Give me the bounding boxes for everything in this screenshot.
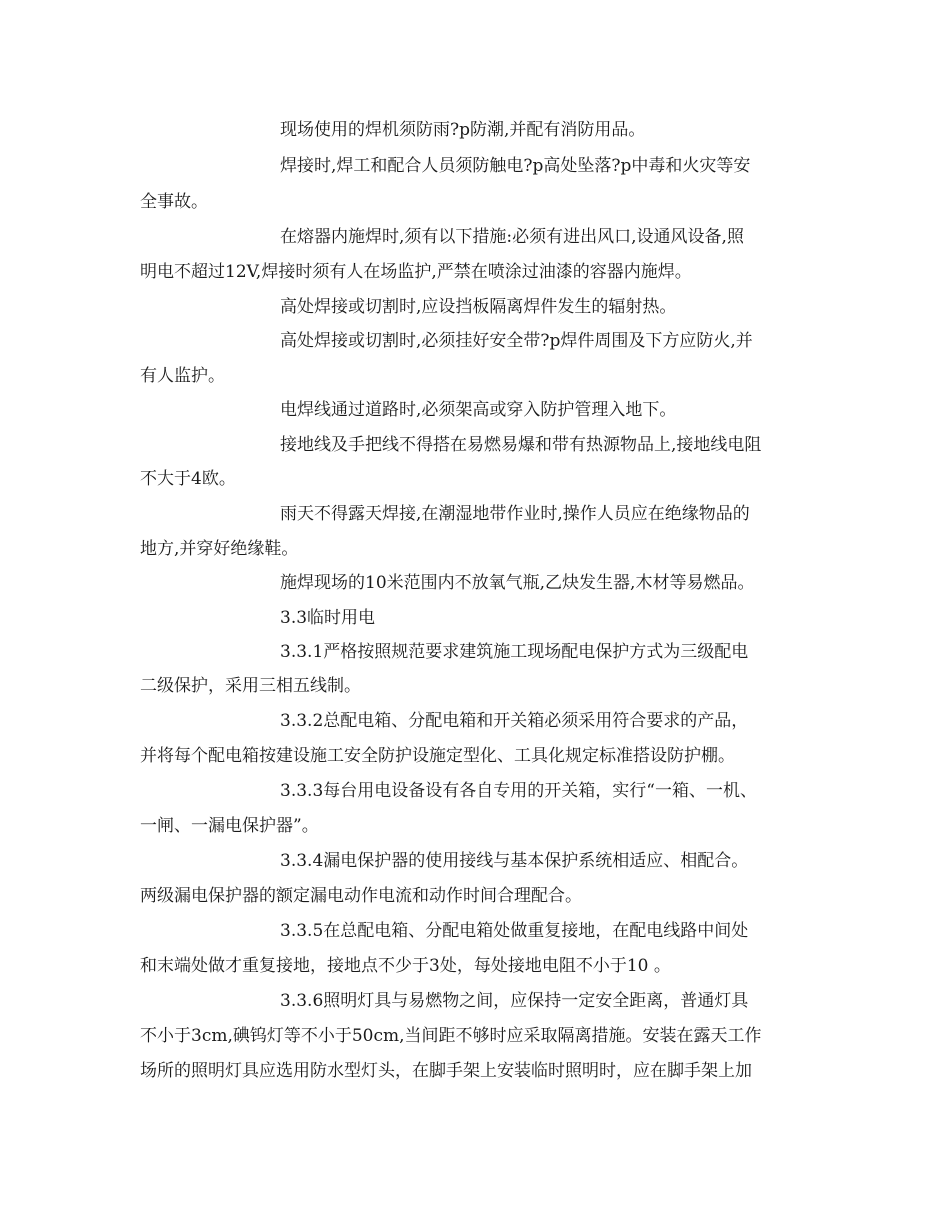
paragraph-line: 两级漏电保护器的额定漏电动作电流和动作时间合理配合。 <box>140 886 582 906</box>
paragraph-line: 3.3.3每台用电设备设有各自专用的开关箱，实行“一箱、一机、 <box>280 781 757 801</box>
paragraph-line: 3.3.4漏电保护器的使用接线与基本保护系统相适应、相配合。 <box>280 851 749 871</box>
paragraph-line: 一闸、一漏电保护器”。 <box>140 816 319 836</box>
paragraph-line: 并将每个配电箱按建设施工安全防护设施定型化、工具化规定标准搭设防护棚。 <box>140 746 735 766</box>
paragraph-line: 和末端处做才重复接地，接地点不少于3处，每处接地电阻不小于10 。 <box>140 956 671 976</box>
paragraph-line: 雨天不得露天焊接,在潮湿地带作业时,操作人员应在绝缘物品的 <box>280 504 750 524</box>
paragraph-line: 不大于4欧。 <box>140 469 236 489</box>
paragraph-line: 明电不超过12V,焊接时须有人在场监护,严禁在喷涂过油漆的容器内施焊。 <box>140 262 692 282</box>
paragraph-line: 地方,并穿好绝缘鞋。 <box>140 539 299 559</box>
paragraph-line: 3.3.1严格按照规范要求建筑施工现场配电保护方式为三级配电 <box>280 642 749 662</box>
paragraph-line: 场所的照明灯具应选用防水型灯头，在脚手架上安装临时照明时，应在脚手架上加 <box>140 1061 752 1081</box>
paragraph-line: 焊接时,焊工和配合人员须防触电?p高处坠落?p中毒和火灾等安 <box>280 156 751 176</box>
paragraph-line: 有人监护。 <box>140 366 225 386</box>
paragraph-line: 3.3.5在总配电箱、分配电箱处做重复接地，在配电线路中间处 <box>280 921 749 941</box>
paragraph-line: 接地线及手把线不得搭在易燃易爆和带有热源物品上,接地线电阻 <box>280 435 762 455</box>
section-heading: 3.3临时用电 <box>280 608 376 628</box>
paragraph-line: 在熔器内施焊时,须有以下措施:必须有进出风口,设通风设备,照 <box>280 227 744 247</box>
paragraph-line: 3.3.2总配电箱、分配电箱和开关箱必须采用符合要求的产品， <box>280 711 749 731</box>
paragraph-line: 二级保护，采用三相五线制。 <box>140 676 361 696</box>
paragraph-line: 不小于3cm,碘钨灯等不小于50cm,当间距不够时应采取隔离措施。安装在露天工作 <box>140 1026 762 1046</box>
paragraph-line: 高处焊接或切割时,必须挂好安全带?p焊件周围及下方应防火,并 <box>280 331 753 351</box>
paragraph-line: 3.3.6照明灯具与易燃物之间，应保持一定安全距离，普通灯具 <box>280 991 749 1011</box>
paragraph-line: 现场使用的焊机须防雨?p防潮,并配有消防用品。 <box>280 120 646 140</box>
paragraph-line: 全事故。 <box>140 192 208 212</box>
paragraph-line: 电焊线通过道路时,必须架高或穿入防护管理入地下。 <box>280 400 677 420</box>
paragraph-line: 高处焊接或切割时,应设挡板隔离焊件发生的辐射热。 <box>280 297 677 317</box>
paragraph-line: 施焊现场的10米范围内不放氧气瓶,乙炔发生器,木材等易燃品。 <box>280 573 755 593</box>
